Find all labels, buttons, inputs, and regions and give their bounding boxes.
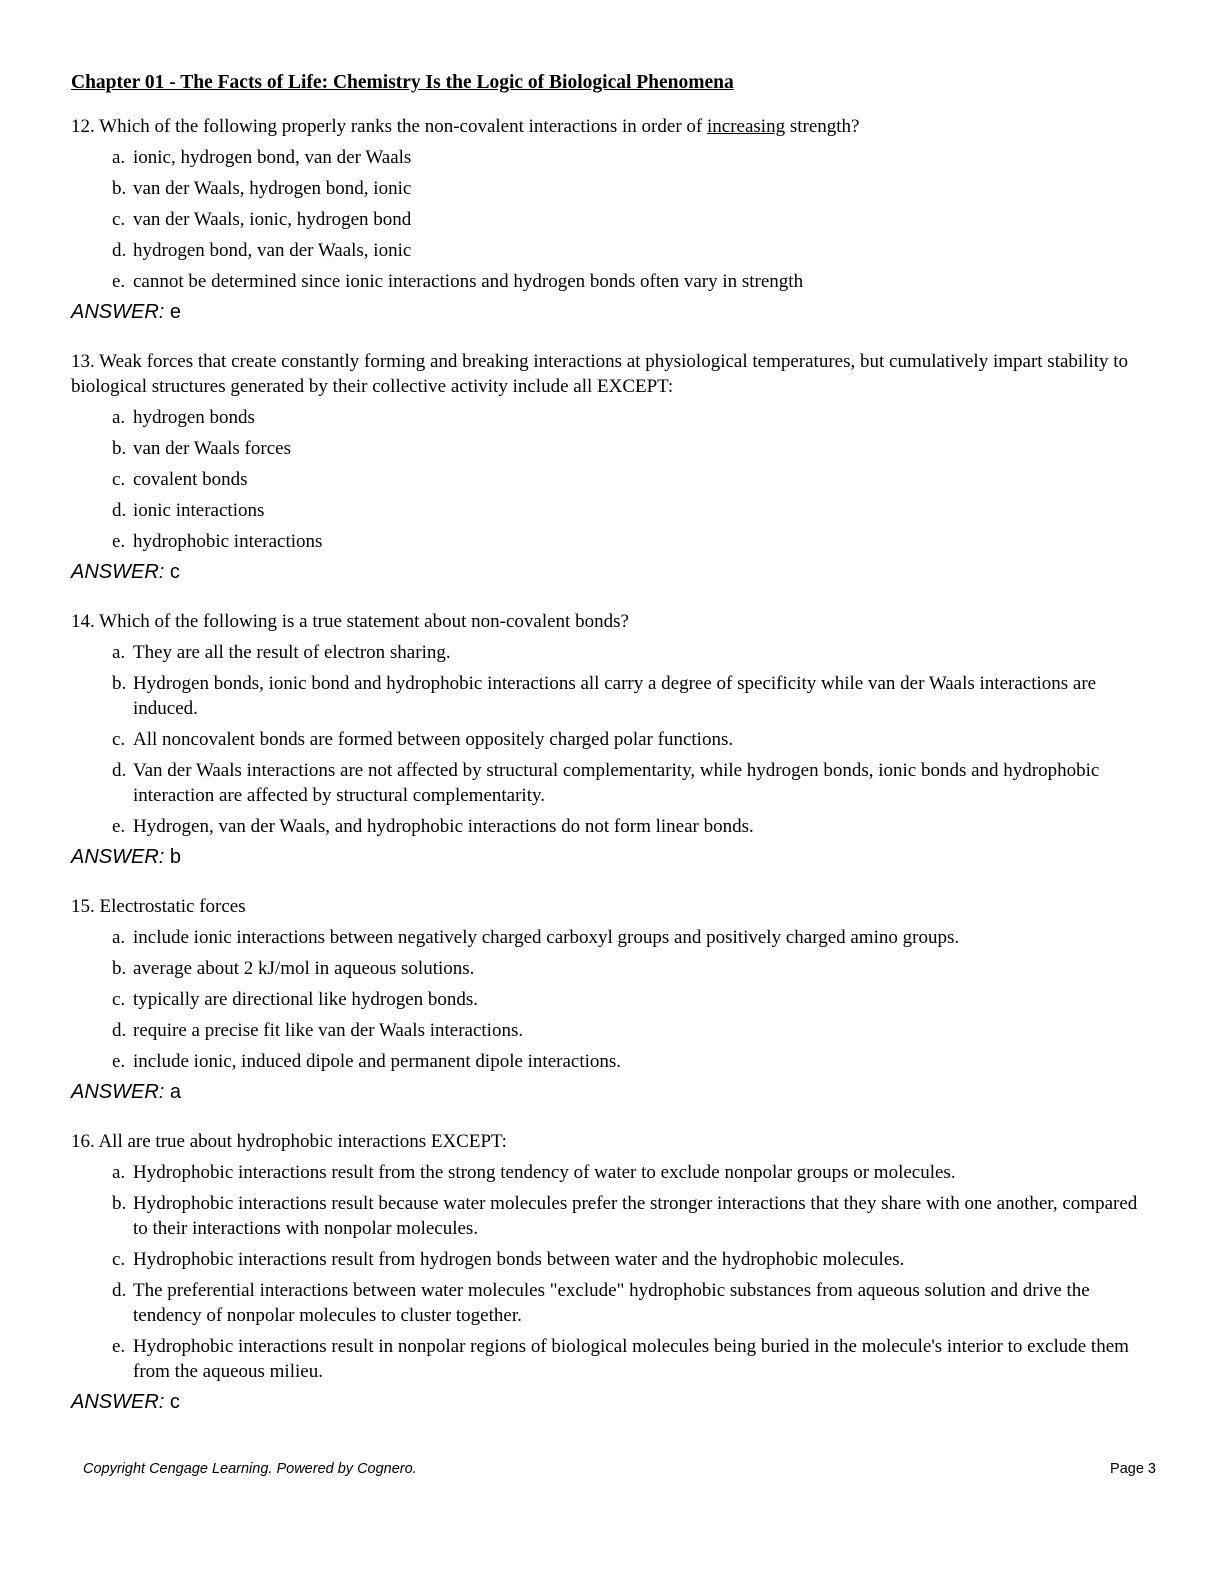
answer-line — [71, 300, 1156, 324]
question-stem-text: 12. Which of the following properly ranks the non-covalent interactions in order of — [71, 116, 707, 137]
choice-d — [71, 498, 1156, 523]
choice-text: Hydrogen bonds, ionic bond and hydrophobic interactions all carry a degree of specificity while van der Waals interactions are induced. — [133, 673, 1097, 719]
choice-a — [71, 1160, 1156, 1185]
choice-letter: c. — [112, 989, 126, 1010]
answer-value: c — [169, 1391, 180, 1413]
choice-text: include ionic, induced dipole and permanent dipole interactions. — [133, 1051, 622, 1072]
question-stem-text: 15. Electrostatic forces — [71, 896, 246, 917]
choice-text: ionic, hydrogen bond, van der Waals — [133, 147, 412, 168]
choice-b — [71, 436, 1156, 461]
answer-line — [71, 845, 1156, 869]
choice-letter: d. — [112, 240, 127, 261]
choice-list — [71, 640, 1156, 839]
question-16 — [71, 1129, 1156, 1414]
choice-letter: a. — [112, 407, 126, 428]
question-stem — [71, 1129, 1156, 1154]
answer-value: a — [169, 1081, 182, 1103]
choice-letter: c. — [112, 469, 126, 490]
choice-d — [71, 1278, 1156, 1328]
choice-letter: a. — [112, 1162, 126, 1183]
choice-a — [71, 640, 1156, 665]
question-stem-text: 14. Which of the following is a true statement about non-covalent bonds? — [71, 611, 629, 632]
choice-letter: d. — [112, 1280, 127, 1301]
answer-label: ANSWER: — [71, 301, 165, 323]
choice-text: The preferential interactions between water molecules "exclude" hydrophobic substances from aqueous solution and drive the tendency of nonpolar molecules to cluster together. — [133, 1280, 1090, 1326]
choice-a — [71, 405, 1156, 430]
choice-text: van der Waals, ionic, hydrogen bond — [133, 209, 412, 230]
question-12 — [71, 114, 1156, 324]
footer-page-number: Page 3 — [1110, 1461, 1156, 1477]
question-stem — [71, 349, 1156, 399]
choice-letter: c. — [112, 209, 126, 230]
choice-text: All noncovalent bonds are formed between oppositely charged polar functions. — [133, 729, 734, 750]
choice-c — [71, 987, 1156, 1012]
choice-letter: b. — [112, 1193, 127, 1214]
choice-b — [71, 671, 1156, 721]
choice-letter: e. — [112, 531, 126, 552]
choice-letter: c. — [112, 729, 126, 750]
choice-letter: b. — [112, 438, 127, 459]
choice-text: hydrophobic interactions — [133, 531, 323, 552]
choice-letter: a. — [112, 927, 126, 948]
choice-text: ionic interactions — [133, 500, 265, 521]
answer-line — [71, 1080, 1156, 1104]
choice-text: cannot be determined since ionic interactions and hydrogen bonds often vary in strength — [133, 271, 804, 292]
choice-d — [71, 758, 1156, 808]
choice-e — [71, 269, 1156, 294]
choice-letter: b. — [112, 958, 127, 979]
choice-a — [71, 925, 1156, 950]
choice-list — [71, 145, 1156, 294]
answer-label: ANSWER: — [71, 1391, 165, 1413]
choice-text: require a precise fit like van der Waals interactions. — [133, 1020, 524, 1041]
answer-value: e — [169, 301, 182, 323]
choice-letter: a. — [112, 147, 126, 168]
choice-text: They are all the result of electron sharing. — [133, 642, 451, 663]
choice-text: include ionic interactions between negatively charged carboxyl groups and positively charged amino groups. — [133, 927, 960, 948]
choice-letter: d. — [112, 500, 127, 521]
choice-e — [71, 1049, 1156, 1074]
answer-value: b — [169, 846, 182, 868]
choice-text: Van der Waals interactions are not affected by structural complementarity, while hydrogen bonds, ionic bonds and hydrophobic interaction are affected by structural complementarity. — [133, 760, 1100, 806]
choice-c — [71, 467, 1156, 492]
choice-b — [71, 176, 1156, 201]
answer-label: ANSWER: — [71, 846, 165, 868]
choice-e — [71, 814, 1156, 839]
choice-e — [71, 529, 1156, 554]
question-stem-text-end: strength? — [785, 116, 860, 137]
choice-text: covalent bonds — [133, 469, 248, 490]
choice-c — [71, 1247, 1156, 1272]
question-stem — [71, 609, 1156, 634]
page-title: Chapter 01 - The Facts of Life: Chemistry Is the Logic of Biological Phenomena — [71, 72, 734, 93]
choice-c — [71, 207, 1156, 232]
choice-text: van der Waals forces — [133, 438, 291, 459]
choice-list — [71, 405, 1156, 554]
question-stem-text: 13. Weak forces that create constantly forming and breaking interactions at physiological temperatures, but cumulatively impart stability to biological structures generated by their collective activity include all EXCEPT: — [71, 351, 1129, 397]
choice-c — [71, 727, 1156, 752]
choice-d — [71, 1018, 1156, 1043]
choice-letter: b. — [112, 673, 127, 694]
question-stem — [71, 114, 1156, 139]
choice-text: hydrogen bonds — [133, 407, 255, 428]
choice-letter: e. — [112, 1051, 126, 1072]
choice-letter: c. — [112, 1249, 126, 1270]
question-list — [71, 114, 1156, 1439]
question-14 — [71, 609, 1156, 869]
choice-text: Hydrophobic interactions result from hydrogen bonds between water and the hydrophobic molecules. — [133, 1249, 905, 1270]
question-stem-emphasis: increasing — [706, 116, 786, 137]
choice-letter: e. — [112, 1336, 126, 1357]
choice-letter: e. — [112, 271, 126, 292]
question-stem — [71, 894, 1156, 919]
choice-b — [71, 1191, 1156, 1241]
choice-text: average about 2 kJ/mol in aqueous solutions. — [133, 958, 475, 979]
question-15 — [71, 894, 1156, 1104]
choice-letter: d. — [112, 760, 127, 781]
choice-letter: b. — [112, 178, 127, 199]
choice-letter: d. — [112, 1020, 127, 1041]
choice-e — [71, 1334, 1156, 1384]
choice-text: Hydrogen, van der Waals, and hydrophobic interactions do not form linear bonds. — [133, 816, 754, 837]
answer-line — [71, 1390, 1156, 1414]
choice-list — [71, 1160, 1156, 1384]
footer-copyright: Copyright Cengage Learning. Powered by Cognero. — [83, 1461, 417, 1477]
answer-label: ANSWER: — [71, 561, 165, 583]
choice-b — [71, 956, 1156, 981]
choice-text: Hydrophobic interactions result because water molecules prefer the stronger interactions that they share with one another, compared to their interactions with nonpolar molecules. — [133, 1193, 1138, 1239]
choice-text: Hydrophobic interactions result from the strong tendency of water to exclude nonpolar groups or molecules. — [133, 1162, 956, 1183]
choice-text: typically are directional like hydrogen bonds. — [133, 989, 479, 1010]
choice-a — [71, 145, 1156, 170]
choice-text: Hydrophobic interactions result in nonpolar regions of biological molecules being buried in the molecule's interior to exclude them from the aqueous milieu. — [133, 1336, 1129, 1382]
choice-text: van der Waals, hydrogen bond, ionic — [133, 178, 412, 199]
choice-d — [71, 238, 1156, 263]
question-13 — [71, 349, 1156, 584]
answer-line — [71, 560, 1156, 584]
choice-list — [71, 925, 1156, 1074]
choice-letter: a. — [112, 642, 126, 663]
question-stem-text: 16. All are true about hydrophobic interactions EXCEPT: — [71, 1131, 507, 1152]
answer-value: c — [169, 561, 180, 583]
answer-label: ANSWER: — [71, 1081, 165, 1103]
choice-letter: e. — [112, 816, 126, 837]
choice-text: hydrogen bond, van der Waals, ionic — [133, 240, 412, 261]
